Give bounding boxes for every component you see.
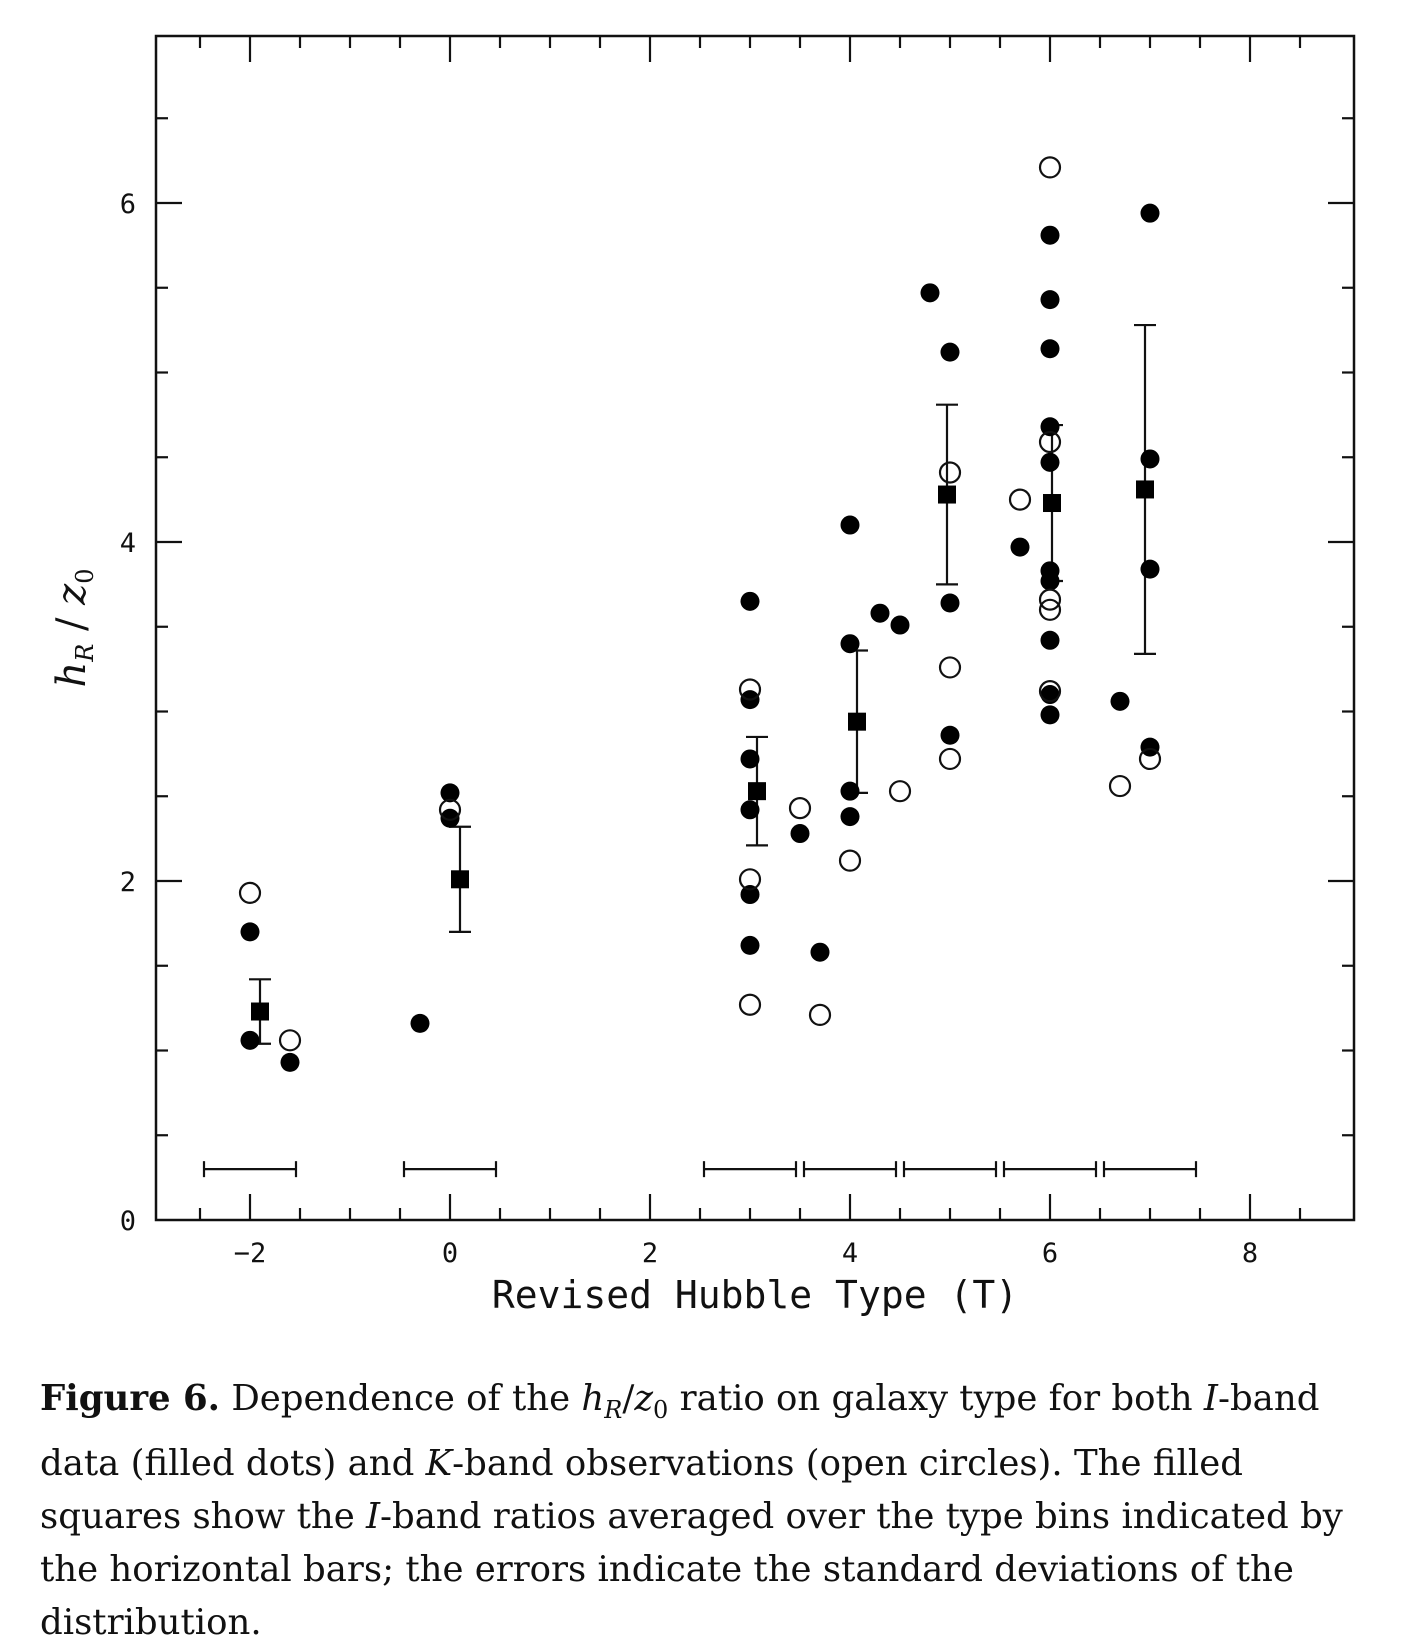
filled-dot [1011,538,1030,557]
filled-dot [1041,226,1060,245]
mean-square [1043,494,1061,512]
open-circle [1110,776,1130,796]
filled-dot [1041,290,1060,309]
x-axis-label: Revised Hubble Type (T) [491,1273,1019,1317]
filled-dot [1041,571,1060,590]
x-tick-label: −2 [233,1238,267,1269]
x-tick-label: 2 [641,1238,659,1269]
open-circle [280,1030,300,1050]
filled-dot [741,800,760,819]
mean-square [451,870,469,888]
open-circle [790,798,810,818]
filled-dot [941,594,960,613]
caption-sub-0: 0 [653,1396,669,1425]
y-label-h: h [49,661,95,688]
filled-dot [411,1014,430,1033]
x-tick-label: 0 [441,1238,459,1269]
mean-square [1136,480,1154,498]
filled-dot [921,283,940,302]
filled-dot [841,807,860,826]
x-tick-label: 4 [841,1238,859,1269]
mean-square [251,1003,269,1021]
caption-sub-r: R [604,1396,623,1425]
mean-square [938,486,956,504]
x-tick-label: 8 [1241,1238,1259,1269]
axis-tick-labels [120,189,1258,1269]
filled-dot [1141,560,1160,579]
y-label-sub-0: 0 [71,568,99,584]
plot-frame [156,36,1354,1220]
open-circle [940,657,960,677]
caption-i-2: I [366,1496,381,1538]
filled-dot [811,943,830,962]
filled-dot [1041,631,1060,650]
open-circle [940,463,960,483]
filled-dot [1041,705,1060,724]
mean-square [748,782,766,800]
filled-dot [741,936,760,955]
caption-figure-label: Figure 6. [40,1378,221,1419]
filled-dot [1041,453,1060,472]
caption-text-5: -band ratios averaged over the type bins indicated by the horizontal bars; the errors indicate the standard deviations of the distribution. [40,1496,1343,1644]
filled-dot [241,1031,260,1050]
open-circle [1010,490,1030,510]
y-label-sub-r: R [71,643,99,662]
open-circle [1040,157,1060,177]
axis-ticks [156,36,1354,1220]
open-circle [890,781,910,801]
x-tick-label: 6 [1041,1238,1059,1269]
caption-i-1: I [1203,1378,1218,1419]
y-label-z: z [49,583,95,605]
filled-dot [1111,692,1130,711]
y-label-slash: / [49,604,95,644]
open-circle [740,995,760,1015]
data-markers [240,157,1160,1071]
filled-dot [791,824,810,843]
caption-h: h [581,1378,605,1419]
mean-square [848,713,866,731]
caption-text-2: ratio on galaxy type for both [668,1378,1204,1419]
open-circle [840,851,860,871]
filled-dot [1141,449,1160,468]
caption-text-3: -band data (filled dots) and [40,1378,1320,1485]
y-axis-label [49,568,99,687]
caption-text-1: Dependence of the [220,1378,582,1419]
caption-slash: / [622,1378,635,1419]
filled-dot [741,592,760,611]
filled-dot [941,343,960,362]
filled-dot [241,922,260,941]
open-circle [240,883,260,903]
filled-dot [841,516,860,535]
filled-dot [841,634,860,653]
filled-dot [1141,738,1160,757]
filled-dot [941,726,960,745]
y-tick-label: 0 [119,1206,136,1237]
open-circle [940,749,960,769]
figure-caption [40,1372,1370,1649]
filled-dot [1141,204,1160,223]
open-circle [810,1005,830,1025]
filled-dot [1041,339,1060,358]
error-bars [249,325,1156,1044]
y-tick-label: 6 [119,189,136,220]
filled-dot [281,1053,300,1072]
filled-dot [891,616,910,635]
filled-dot [871,604,890,623]
filled-dot [841,782,860,801]
filled-dot [741,749,760,768]
y-tick-label: 2 [119,867,136,898]
caption-text-4: -band observations (open circles). The filled squares show the [40,1443,1243,1538]
type-bin-bars [204,1161,1196,1177]
y-tick-label: 4 [119,528,136,559]
caption-k: K [425,1443,453,1485]
caption-z: z [634,1378,654,1419]
